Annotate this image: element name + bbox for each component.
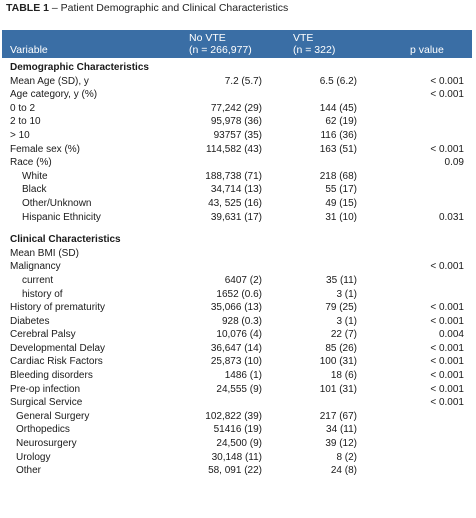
row-spacer <box>2 224 472 233</box>
no-vte-value: 30,148 (11) <box>211 451 262 463</box>
row-label: > 10 <box>10 129 30 141</box>
vte-value: 22 (7) <box>330 329 357 341</box>
no-vte-value: 1486 (1) <box>224 370 262 382</box>
p-value: 0.004 <box>438 329 464 341</box>
p-value: 0.09 <box>444 157 464 169</box>
table-row <box>2 197 472 211</box>
vte-value: 163 (51) <box>319 143 357 155</box>
row-label: Mean BMI (SD) <box>10 247 79 259</box>
no-vte-value: 51416 (19) <box>213 424 262 436</box>
p-value: < 0.001 <box>430 261 464 273</box>
vte-value: 100 (31) <box>319 356 357 368</box>
table-row <box>2 315 472 329</box>
table-row <box>2 102 472 116</box>
vte-value: 6.5 (6.2) <box>319 75 357 87</box>
row-label: history of <box>22 288 63 300</box>
row-label: 2 to 10 <box>10 116 41 128</box>
row-label: Neurosurgery <box>16 438 77 450</box>
caption-dash: – <box>51 2 58 14</box>
vte-value: 79 (25) <box>325 302 357 314</box>
table-body <box>2 61 472 478</box>
no-vte-value: 188,738 (71) <box>205 170 262 182</box>
row-label: Other/Unknown <box>22 197 92 209</box>
table-row <box>2 183 472 197</box>
row-label: Age category, y (%) <box>10 89 98 101</box>
row-label: Hispanic Ethnicity <box>22 211 101 223</box>
table-row <box>2 383 472 397</box>
table-row <box>2 369 472 383</box>
table-row <box>2 211 472 225</box>
row-label: Clinical Characteristics <box>10 234 121 246</box>
table-row <box>2 75 472 89</box>
row-label: Female sex (%) <box>10 143 81 155</box>
vte-value: 18 (6) <box>330 370 357 382</box>
table-row <box>2 129 472 143</box>
vte-value: 31 (10) <box>325 211 357 223</box>
no-vte-value: 39,631 (17) <box>210 211 262 223</box>
vte-value: 55 (17) <box>325 184 357 196</box>
no-vte-value: 43, 525 (16) <box>208 197 262 209</box>
p-value: < 0.001 <box>430 356 464 368</box>
no-vte-value: 58, 091 (22) <box>208 465 262 477</box>
row-label: Other <box>16 465 42 477</box>
p-value: 0.031 <box>438 211 464 223</box>
vte-value: 116 (36) <box>320 129 357 141</box>
row-label: General Surgery <box>16 410 90 422</box>
vte-value: 3 (1) <box>336 315 357 327</box>
p-value: < 0.001 <box>430 370 464 382</box>
row-label: Urology <box>16 451 51 463</box>
no-vte-value: 1652 (0.6) <box>216 288 262 300</box>
p-value: < 0.001 <box>430 342 464 354</box>
header-vte: VTE <box>293 32 314 44</box>
no-vte-value: 25,873 (10) <box>210 356 262 368</box>
table-row <box>2 247 472 261</box>
no-vte-value: 93757 (35) <box>213 129 262 141</box>
table-header <box>2 30 472 58</box>
header-variable: Variable <box>10 44 48 56</box>
table-row <box>2 342 472 356</box>
vte-value: 144 (45) <box>319 102 357 114</box>
no-vte-value: 36,647 (14) <box>210 342 262 354</box>
no-vte-value: 114,582 (43) <box>206 143 262 155</box>
table-row <box>2 170 472 184</box>
vte-value: 85 (26) <box>325 342 357 354</box>
table-row <box>2 288 472 302</box>
table-caption <box>6 2 288 14</box>
row-label: Developmental Delay <box>10 342 106 354</box>
p-value: < 0.001 <box>430 397 464 409</box>
header-no-vte-n: (n = 266,977) <box>189 44 252 56</box>
no-vte-value: 7.2 (5.7) <box>224 75 262 87</box>
row-label: Race (%) <box>10 157 52 169</box>
vte-value: 35 (11) <box>326 274 357 286</box>
row-label: Orthopedics <box>16 424 70 436</box>
row-label: current <box>22 274 54 286</box>
row-label: Diabetes <box>10 315 50 327</box>
p-value: < 0.001 <box>430 302 464 314</box>
row-label: History of prematurity <box>10 302 106 314</box>
p-value: < 0.001 <box>430 315 464 327</box>
row-label: Pre-op infection <box>10 383 81 395</box>
table-row <box>2 464 472 478</box>
table-number: TABLE 1 <box>6 2 49 14</box>
header-no-vte: No VTE <box>189 32 226 44</box>
vte-value: 39 (12) <box>325 438 357 450</box>
vte-value: 218 (68) <box>319 170 357 182</box>
table-title: Patient Demographic and Clinical Characteristics <box>60 2 289 14</box>
table-row <box>2 437 472 451</box>
row-label: 0 to 2 <box>10 102 36 114</box>
row-label: Bleeding disorders <box>10 370 93 382</box>
no-vte-value: 10,076 (4) <box>216 329 262 341</box>
no-vte-value: 24,555 (9) <box>216 383 262 395</box>
table-row <box>2 423 472 437</box>
table-row <box>2 328 472 342</box>
section-heading <box>2 61 472 75</box>
row-label: Cardiac Risk Factors <box>10 356 103 368</box>
vte-value: 34 (11) <box>326 424 357 436</box>
vte-value: 8 (2) <box>336 451 357 463</box>
p-value: < 0.001 <box>430 89 464 101</box>
row-label: Black <box>22 184 47 196</box>
table-row <box>2 355 472 369</box>
p-value: < 0.001 <box>430 383 464 395</box>
no-vte-value: 6407 (2) <box>224 274 262 286</box>
no-vte-value: 35,066 (13) <box>210 302 262 314</box>
no-vte-value: 95,978 (36) <box>210 116 262 128</box>
header-p-value: p value <box>410 44 444 56</box>
row-label: Demographic Characteristics <box>10 62 149 73</box>
vte-value: 217 (67) <box>319 410 357 422</box>
vte-value: 101 (31) <box>319 383 357 395</box>
no-vte-value: 102,822 (39) <box>205 410 262 422</box>
header-vte-n: (n = 322) <box>293 44 336 56</box>
row-label: Malignancy <box>10 261 61 273</box>
table-row <box>2 396 472 410</box>
table-row <box>2 115 472 129</box>
table-row <box>2 156 472 170</box>
table-row <box>2 260 472 274</box>
p-value: < 0.001 <box>430 143 464 155</box>
vte-value: 3 (1) <box>336 288 357 300</box>
row-label: Mean Age (SD), y <box>10 75 89 87</box>
no-vte-value: 34,714 (13) <box>210 184 262 196</box>
table-row <box>2 88 472 102</box>
row-label: Surgical Service <box>10 397 83 409</box>
table-row <box>2 410 472 424</box>
table-row <box>2 143 472 157</box>
no-vte-value: 77,242 (29) <box>210 102 262 114</box>
table-row <box>2 274 472 288</box>
no-vte-value: 24,500 (9) <box>216 438 262 450</box>
p-value: < 0.001 <box>430 75 464 87</box>
table-row <box>2 451 472 465</box>
vte-value: 62 (19) <box>325 116 357 128</box>
section-heading <box>2 233 472 247</box>
vte-value: 49 (15) <box>325 197 357 209</box>
row-label: White <box>22 170 48 182</box>
row-label: Cerebral Palsy <box>10 329 76 341</box>
table-row <box>2 301 472 315</box>
vte-value: 24 (8) <box>330 465 357 477</box>
no-vte-value: 928 (0.3) <box>221 315 262 327</box>
